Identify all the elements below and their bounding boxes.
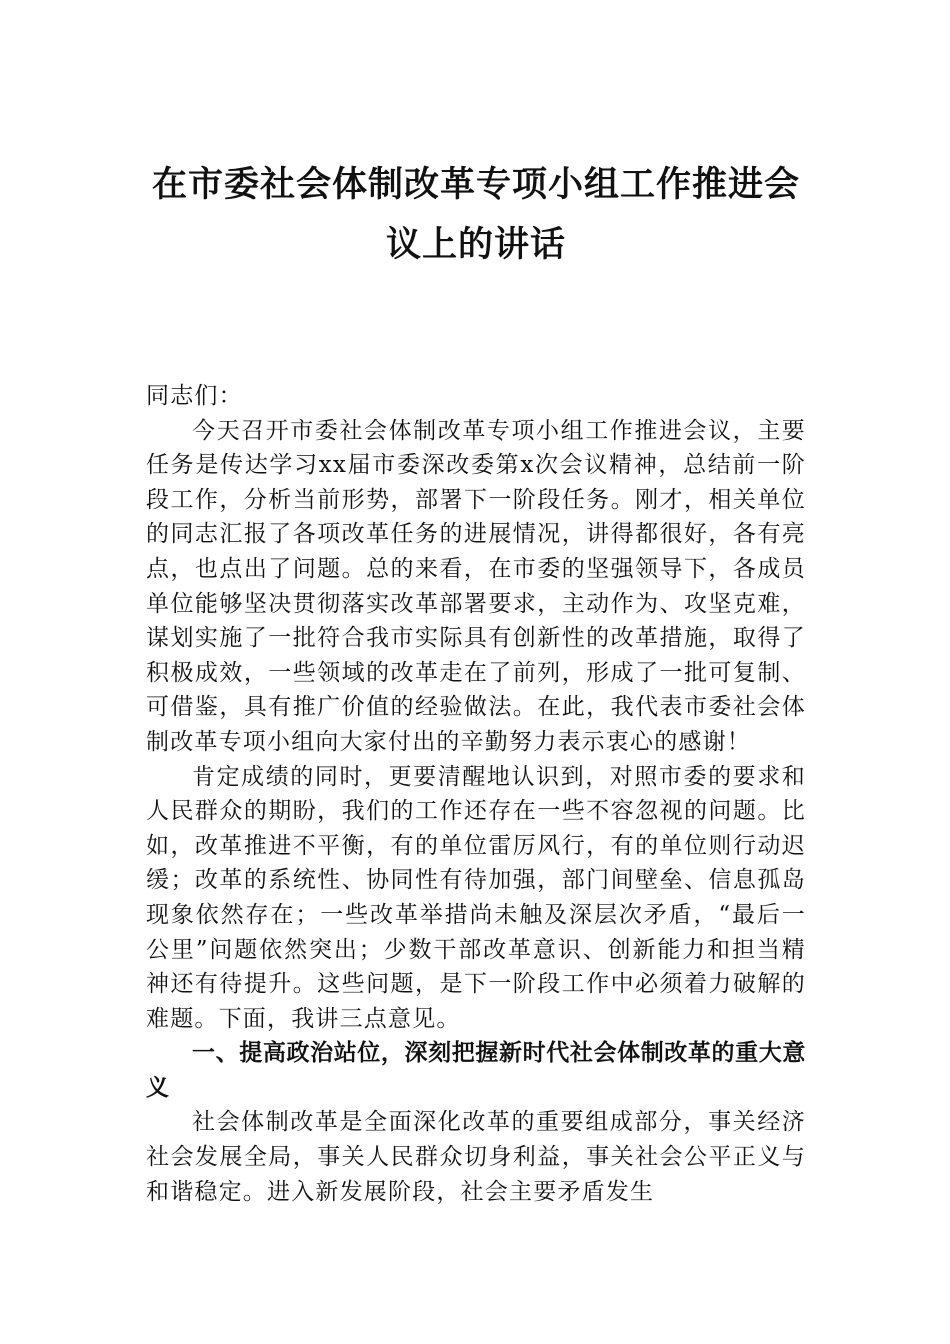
body-paragraph-2: 肯定成绩的同时，更要清醒地认识到，对照市委的要求和人民群众的期盼，我们的工作还存在一些不容忽视的问题。比如，改革推进不平衡，有的单位雷厉风行，有的单位则行动迟缓；改革的系统性、协同性有待加强，部门间壁垒、信息孤岛现象依然存在；一些改革举措尚未触及深层次矛盾，“最后一公里”问题依然突出；少数干部改革意识、创新能力和担当精神还有待提升。这些问题，是下一阶段工作中必须着力破解的难题。下面，我讲三点意见。 bbox=[146, 763, 806, 1032]
document-page bbox=[146, 155, 806, 1209]
title-line-2: 议上的讲话 bbox=[385, 225, 566, 265]
section-1-paragraph: 社会体制改革是全面深化改革的重要组成部分，事关经济社会发展全局，事关人民群众切身利益，事关社会公平正义与和谐稳定。进入新发展阶段，社会主要矛盾发生 bbox=[146, 1109, 806, 1205]
section-heading-1: 一、提高政治站位，深刻把握新时代社会体制改革的重大意义 bbox=[146, 1040, 806, 1101]
title-line-1: 在市委社会体制改革专项小组工作推进会 bbox=[151, 165, 800, 205]
salutation: 同志们： bbox=[146, 383, 243, 409]
document-title bbox=[146, 155, 806, 275]
body-paragraph-1: 今天召开市委社会体制改革专项小组工作推进会议，主要任务是传达学习xx届市委深改委第x次会议精神，总结前一阶段工作，分析当前形势，部署下一阶段任务。刚才，相关单位的同志汇报了各项改革任务的进展情况，讲得都很好，各有亮点，也点出了问题。总的来看，在市委的坚强领导下，各成员单位能够坚决贯彻落实改革部署要求，主动作为、攻坚克难，谋划实施了一批符合我市实际具有创新性的改革措施，取得了积极成效，一些领域的改革走在了前列，形成了一批可复制、可借鉴，具有推广价值的经验做法。在此，我代表市委社会体制改革专项小组向大家付出的辛勤努力表示衷心的感谢！ bbox=[146, 417, 806, 755]
